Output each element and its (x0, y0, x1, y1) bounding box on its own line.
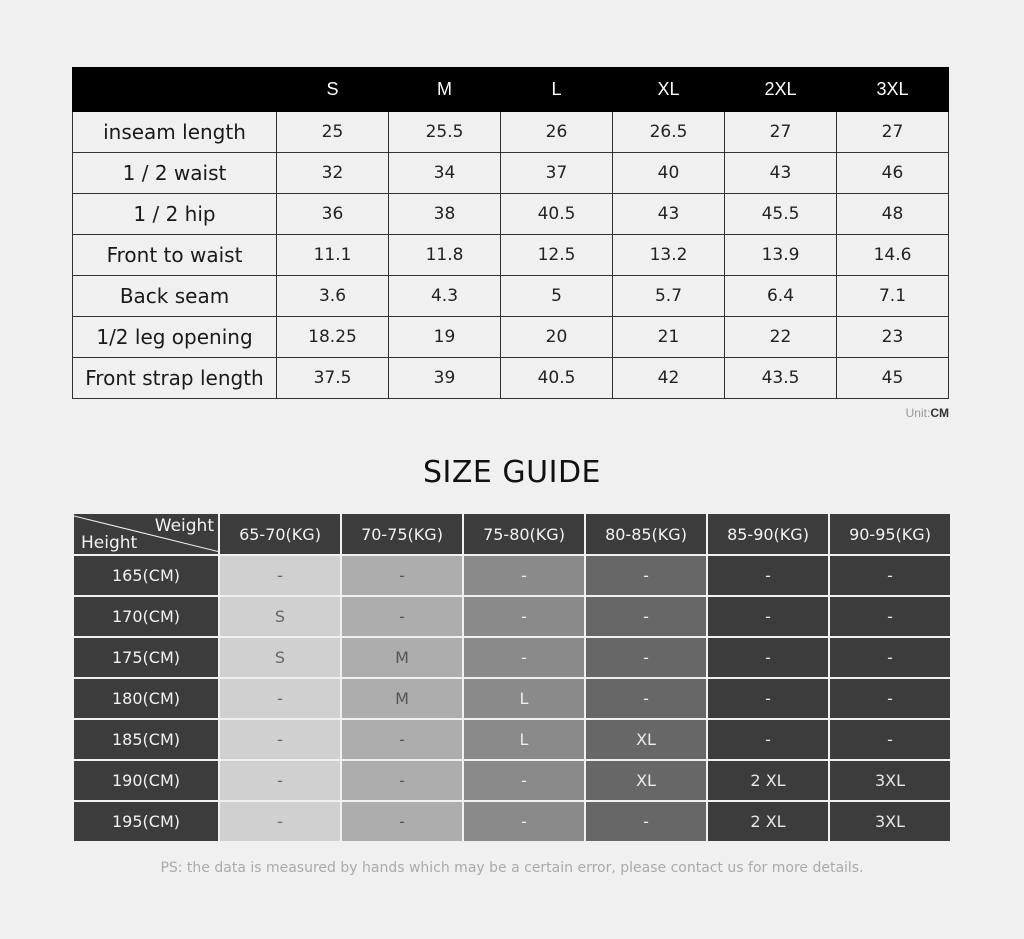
measurement-value: 42 (613, 358, 725, 399)
size-guide-row (73, 596, 951, 637)
recommended-size-cell: 3XL (829, 801, 951, 842)
measurement-disclaimer: PS: the data is measured by hands which may be a certain error, please contact us for more details. (160, 860, 864, 876)
recommended-size-cell: - (829, 555, 951, 596)
height-label: 175(CM) (73, 637, 219, 678)
recommended-size-cell: S (219, 596, 341, 637)
recommended-size-cell: - (219, 801, 341, 842)
recommended-size-cell: - (829, 719, 951, 760)
size-guide-title: SIZE GUIDE (422, 455, 602, 490)
recommended-size-cell: XL (585, 760, 707, 801)
height-axis-label: Height (81, 533, 138, 553)
measurement-value: 36 (277, 194, 389, 235)
measurement-header-row (73, 68, 949, 112)
measurement-row (73, 358, 949, 399)
measurement-value: 34 (389, 153, 501, 194)
unit-note (906, 406, 949, 420)
measurement-row (73, 112, 949, 153)
measurement-value: 13.9 (725, 235, 837, 276)
measurement-label: 1/2 leg opening (73, 317, 277, 358)
height-label: 170(CM) (73, 596, 219, 637)
size-guide-row (73, 555, 951, 596)
recommended-size-cell: 3XL (829, 760, 951, 801)
measurement-label: Front to waist (73, 235, 277, 276)
measurement-value: 5 (501, 276, 613, 317)
height-label: 190(CM) (73, 760, 219, 801)
measurement-value: 40 (613, 153, 725, 194)
measurement-value: 39 (389, 358, 501, 399)
recommended-size-cell: - (463, 801, 585, 842)
recommended-size-cell: - (829, 678, 951, 719)
height-label: 180(CM) (73, 678, 219, 719)
measurement-value: 40.5 (501, 358, 613, 399)
measurement-value: 22 (725, 317, 837, 358)
recommended-size-cell: - (341, 596, 463, 637)
measurement-label: Back seam (73, 276, 277, 317)
measurement-value: 12.5 (501, 235, 613, 276)
measurement-value: 11.1 (277, 235, 389, 276)
recommended-size-cell: - (341, 760, 463, 801)
recommended-size-cell: - (585, 637, 707, 678)
recommended-size-cell: XL (585, 719, 707, 760)
weight-axis-label: Weight (154, 516, 214, 536)
measurement-value: 13.2 (613, 235, 725, 276)
recommended-size-cell: L (463, 719, 585, 760)
measurement-value: 11.8 (389, 235, 501, 276)
size-guide-row (73, 637, 951, 678)
size-header: S (277, 68, 389, 112)
measurement-row (73, 194, 949, 235)
recommended-size-cell: - (707, 719, 829, 760)
recommended-size-cell: 2 XL (707, 760, 829, 801)
weight-header: 70-75(KG) (341, 513, 463, 555)
recommended-size-cell: - (585, 555, 707, 596)
recommended-size-cell: - (219, 760, 341, 801)
weight-header: 75-80(KG) (463, 513, 585, 555)
measurement-value: 25.5 (389, 112, 501, 153)
measurement-value: 43 (613, 194, 725, 235)
recommended-size-cell: - (341, 801, 463, 842)
measurement-value: 32 (277, 153, 389, 194)
measurement-value: 45.5 (725, 194, 837, 235)
weight-header: 85-90(KG) (707, 513, 829, 555)
measurement-value: 23 (837, 317, 949, 358)
recommended-size-cell: - (585, 596, 707, 637)
measurement-value: 43.5 (725, 358, 837, 399)
recommended-size-cell: 2 XL (707, 801, 829, 842)
recommended-size-cell: - (219, 555, 341, 596)
measurement-value: 14.6 (837, 235, 949, 276)
measurement-row (73, 276, 949, 317)
measurement-corner-cell (73, 68, 277, 112)
measurement-value: 40.5 (501, 194, 613, 235)
measurement-value: 3.6 (277, 276, 389, 317)
measurement-value: 5.7 (613, 276, 725, 317)
measurement-value: 4.3 (389, 276, 501, 317)
measurement-label: 1 / 2 waist (73, 153, 277, 194)
recommended-size-cell: - (707, 596, 829, 637)
recommended-size-cell: S (219, 637, 341, 678)
size-header: 2XL (725, 68, 837, 112)
measurement-value: 19 (389, 317, 501, 358)
recommended-size-cell: M (341, 637, 463, 678)
measurement-value: 25 (277, 112, 389, 153)
measurement-label: 1 / 2 hip (73, 194, 277, 235)
recommended-size-cell: - (707, 637, 829, 678)
measurement-value: 48 (837, 194, 949, 235)
measurement-value: 38 (389, 194, 501, 235)
measurement-value: 26.5 (613, 112, 725, 153)
size-header: L (501, 68, 613, 112)
size-header: XL (613, 68, 725, 112)
size-guide-row (73, 801, 951, 842)
recommended-size-cell: - (341, 719, 463, 760)
size-header: 3XL (837, 68, 949, 112)
size-guide-row (73, 760, 951, 801)
measurement-row (73, 235, 949, 276)
size-header: M (389, 68, 501, 112)
size-guide-table (72, 512, 952, 843)
measurement-value: 45 (837, 358, 949, 399)
measurement-value: 37.5 (277, 358, 389, 399)
recommended-size-cell: - (707, 678, 829, 719)
weight-header: 90-95(KG) (829, 513, 951, 555)
measurement-value: 6.4 (725, 276, 837, 317)
size-guide-row (73, 719, 951, 760)
measurement-value: 37 (501, 153, 613, 194)
measurement-value: 43 (725, 153, 837, 194)
size-guide-corner-cell (73, 513, 219, 555)
recommended-size-cell: - (463, 760, 585, 801)
measurement-label: Front strap length (73, 358, 277, 399)
recommended-size-cell: - (585, 678, 707, 719)
recommended-size-cell: - (829, 637, 951, 678)
size-guide-row (73, 678, 951, 719)
recommended-size-cell: - (463, 596, 585, 637)
recommended-size-cell: L (463, 678, 585, 719)
recommended-size-cell: - (829, 596, 951, 637)
measurement-value: 46 (837, 153, 949, 194)
recommended-size-cell: - (219, 719, 341, 760)
recommended-size-cell: M (341, 678, 463, 719)
measurement-value: 26 (501, 112, 613, 153)
height-label: 195(CM) (73, 801, 219, 842)
recommended-size-cell: - (585, 801, 707, 842)
measurement-value: 7.1 (837, 276, 949, 317)
weight-header: 80-85(KG) (585, 513, 707, 555)
height-label: 165(CM) (73, 555, 219, 596)
size-guide-header-row (73, 513, 951, 555)
recommended-size-cell: - (463, 555, 585, 596)
measurement-row (73, 317, 949, 358)
measurement-value: 20 (501, 317, 613, 358)
measurement-table (72, 67, 949, 399)
measurement-value: 27 (725, 112, 837, 153)
height-label: 185(CM) (73, 719, 219, 760)
measurement-value: 21 (613, 317, 725, 358)
recommended-size-cell: - (219, 678, 341, 719)
measurement-label: inseam length (73, 112, 277, 153)
recommended-size-cell: - (463, 637, 585, 678)
measurement-value: 27 (837, 112, 949, 153)
unit-value: CM (930, 406, 949, 420)
measurement-value: 18.25 (277, 317, 389, 358)
weight-header: 65-70(KG) (219, 513, 341, 555)
recommended-size-cell: - (341, 555, 463, 596)
unit-label: Unit: (905, 406, 931, 420)
measurement-row (73, 153, 949, 194)
recommended-size-cell: - (707, 555, 829, 596)
